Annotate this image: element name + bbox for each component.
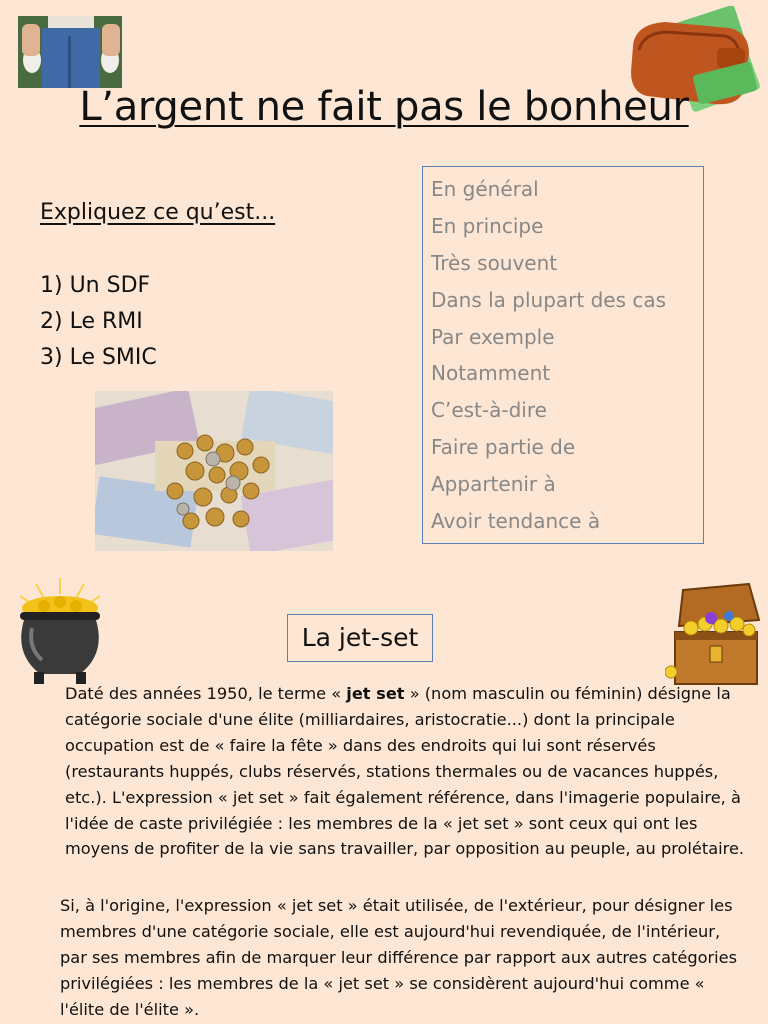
- connector-item: Avoir tendance à: [431, 509, 601, 534]
- gold-pot-image: [10, 574, 110, 690]
- page-title: L’argent ne fait pas le bonheur: [79, 84, 689, 130]
- jetset-paragraph-2: Si, à l'origine, l'expression « jet set » était utilisée, de l'extérieur, pour désigner les membres d'une catégorie sociale, elle est aujourd'hui revendiquée, de l'intérieur, par ses membres afin de marquer leur différence par rapport aux autres catégories privilégiées : les membres de la « jet set » se considèrent aujourd'hui comme « l'élite de l'élite ».: [60, 896, 738, 1019]
- treasure-chest-image: [665, 580, 767, 690]
- connector-item: En principe: [431, 213, 544, 238]
- connector-item: Par exemple: [431, 324, 555, 349]
- connector-item: C’est-à-dire: [431, 398, 547, 423]
- connector-item: Faire partie de: [431, 435, 576, 460]
- jetset-heading: La jet-set: [287, 614, 433, 662]
- jetset-paragraph-1: [65, 681, 745, 862]
- connector-item: Dans la plupart des cas: [431, 287, 667, 312]
- para1-bold-term: jet set: [346, 684, 405, 703]
- connectors-box: [422, 166, 704, 544]
- banknotes-coins-image: [95, 391, 333, 551]
- connector-item: Notamment: [431, 361, 551, 386]
- connector-item: Appartenir à: [431, 472, 556, 497]
- connector-item: En général: [431, 177, 539, 201]
- connector-item: Très souvent: [431, 250, 558, 275]
- para1-text-start: Daté des années 1950, le terme «: [65, 684, 347, 703]
- questions-heading: Expliquez ce qu’est...: [40, 200, 276, 225]
- para1-text-end: » (nom masculin ou féminin) désigne la catégorie sociale d'une élite (milliardaires, aristocratie...) dont la principale occupation est de « faire la fête » dans des endroits qui lui sont réservés (restaurants huppés, clubs réservés, stations thermales ou de vacances huppés, etc.). L'expression « jet set » fait également référence, dans l'imagerie populaire, à l'idée de caste privilégiée : les membres de la « jet set » sont ceux qui ont les moyens de profiter de la vie sans travailler, par opposition au peuple, au prolétaire.: [65, 684, 745, 859]
- questions-list: [40, 268, 157, 376]
- empty-pockets-image: [18, 16, 122, 88]
- question-item: 2) Le RMI: [40, 309, 143, 334]
- question-item: 1) Un SDF: [40, 273, 151, 298]
- question-item: 3) Le SMIC: [40, 345, 157, 370]
